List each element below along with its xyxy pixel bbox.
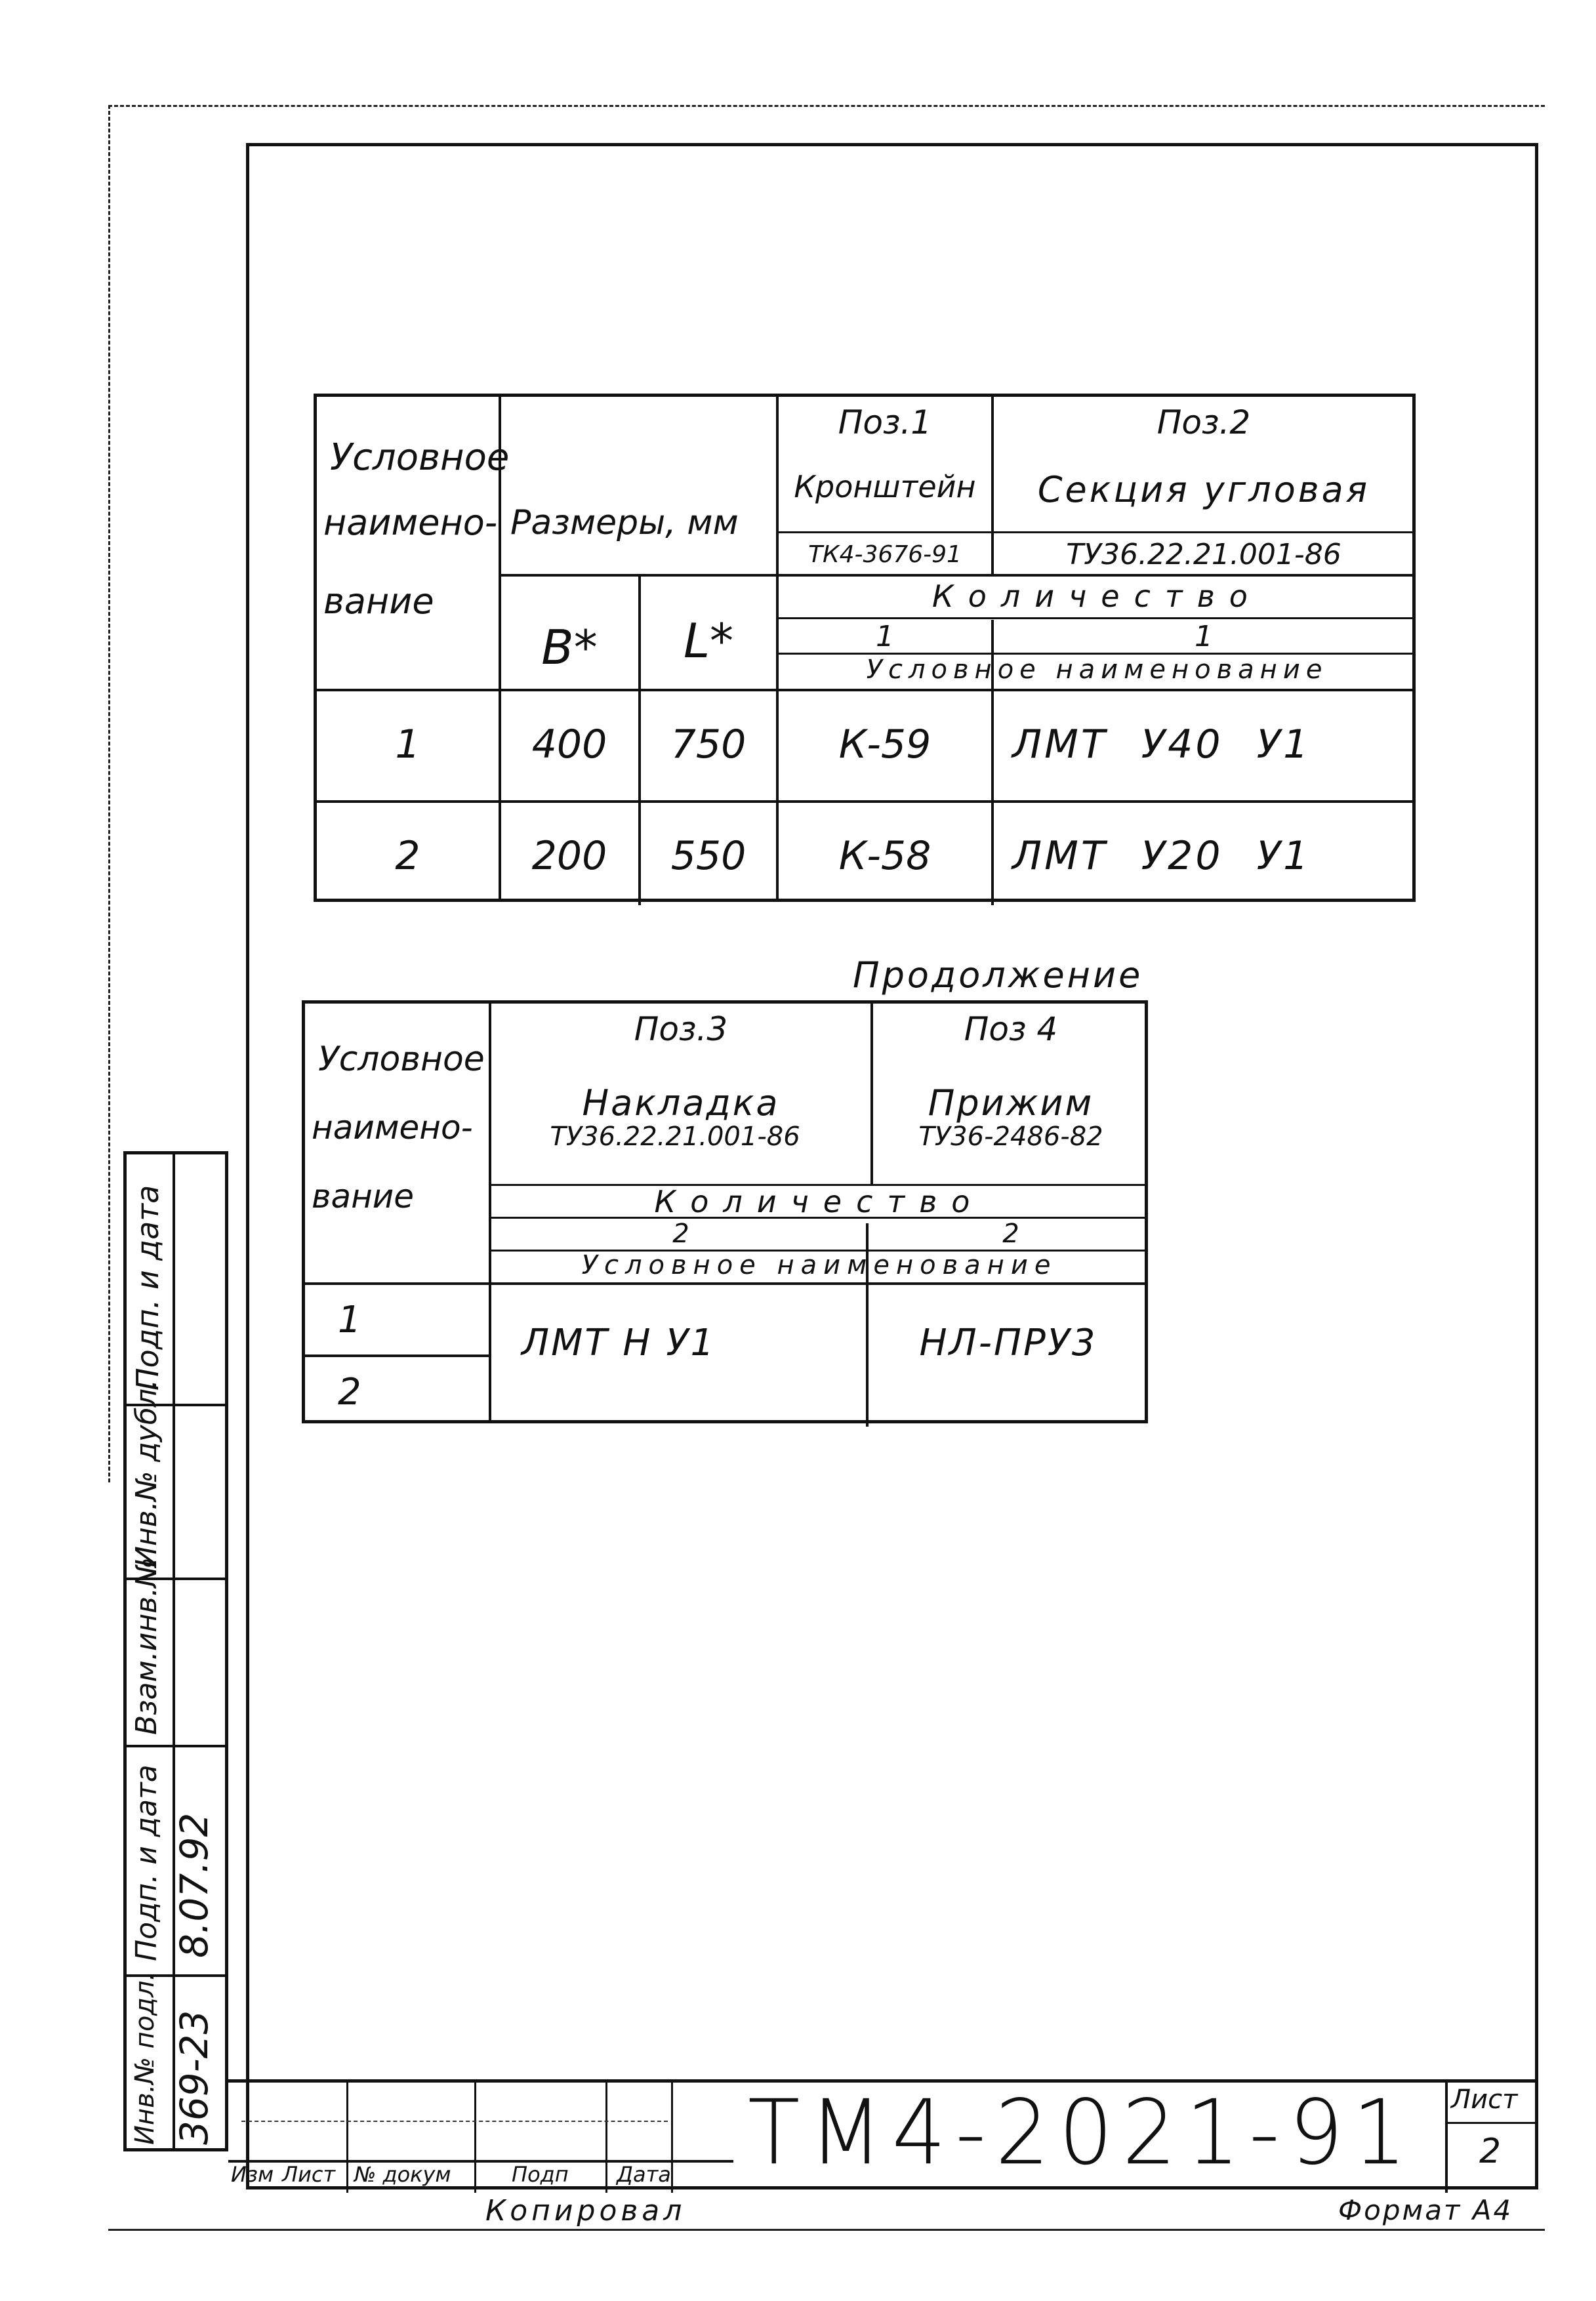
stamp-sign-date-2: Подп. и дата bbox=[130, 1764, 163, 1961]
t1-row2-b: 200 bbox=[531, 833, 607, 879]
tb-doc-code: ТМ4-2021-91 bbox=[748, 2080, 1416, 2185]
t1-header-name-1: Условное bbox=[330, 436, 510, 479]
t2-pos4-name: Прижим bbox=[928, 1082, 1094, 1124]
t1-qty-1: 1 bbox=[876, 620, 894, 653]
bottom-dash-edge bbox=[108, 2229, 1545, 2231]
footer-format: Формат А4 bbox=[1338, 2194, 1513, 2226]
t1-qty-2: 1 bbox=[1195, 620, 1213, 653]
t1-pos1-doc: ТК4-3676-91 bbox=[808, 541, 962, 568]
t1-cond-name: Условное наименование bbox=[866, 655, 1328, 685]
t1-pos1-name: Кронштейн bbox=[794, 469, 976, 504]
table-1 bbox=[314, 394, 1416, 902]
tb-podp: Подп bbox=[512, 2162, 569, 2187]
continuation-label: Продолжение bbox=[853, 954, 1143, 996]
t2-pos3-label: Поз.3 bbox=[634, 1010, 728, 1048]
tb-izm: Изм bbox=[231, 2162, 274, 2187]
stamp-inv-orig: Инв.№ подл. bbox=[130, 1972, 160, 2145]
t1-row1-p2: ЛМТ У40 У1 bbox=[1012, 722, 1311, 767]
t1-row2-p1: К-58 bbox=[838, 833, 931, 879]
t2-row2-n: 2 bbox=[338, 1371, 361, 1414]
t1-header-name-3: вание bbox=[323, 580, 434, 622]
stamp-date-value: 8.07.92 bbox=[172, 1812, 216, 1958]
t2-qty-4: 2 bbox=[1002, 1219, 1019, 1249]
stamp-inv-dup: Инв.№ дубл. bbox=[130, 1379, 163, 1568]
t1-header-l: L* bbox=[683, 613, 734, 668]
t1-pos2-doc: ТУ36.22.21.001-86 bbox=[1066, 538, 1341, 571]
t1-row1-n: 1 bbox=[395, 722, 420, 767]
t1-row1-b: 400 bbox=[531, 722, 607, 767]
t1-row1-p1: К-59 bbox=[838, 722, 931, 767]
t2-pos3-name: Накладка bbox=[582, 1082, 780, 1124]
t1-row2-l: 550 bbox=[670, 833, 747, 879]
tb-sheet-label: Лист bbox=[1451, 2085, 1518, 2115]
t2-header-name-3: вание bbox=[312, 1177, 415, 1215]
stamp-inv-value: 369-23 bbox=[172, 2010, 216, 2145]
t1-header-sizes: Размеры, мм bbox=[510, 503, 739, 542]
tb-sheet-no: 2 bbox=[1479, 2132, 1502, 2171]
stamp-vzam-inv: Взам.инв.№ bbox=[130, 1557, 163, 1735]
t1-header-name-2: наимено- bbox=[323, 502, 498, 543]
t1-pos2-label: Поз.2 bbox=[1156, 403, 1251, 441]
t1-header-b: B* bbox=[541, 620, 598, 675]
t2-p3: ЛМТ Н У1 bbox=[522, 1322, 716, 1364]
t2-pos4-label: Поз 4 bbox=[964, 1010, 1058, 1048]
tb-data: Дата bbox=[617, 2162, 671, 2187]
top-dash-edge bbox=[108, 105, 1545, 107]
t1-row2-p2: ЛМТ У20 У1 bbox=[1012, 833, 1311, 879]
t2-pos3-doc: ТУ36.22.21.001-86 bbox=[550, 1122, 800, 1152]
left-dash-edge bbox=[108, 105, 110, 1482]
t1-pos1-label: Поз.1 bbox=[838, 403, 932, 441]
t1-row1-l: 750 bbox=[670, 722, 747, 767]
stamp-sign-date: Подп. и дата bbox=[130, 1185, 165, 1391]
t2-qty-label: Количество bbox=[654, 1184, 985, 1219]
tb-ndok: № докум bbox=[354, 2162, 451, 2187]
t1-row2-n: 2 bbox=[395, 833, 420, 879]
t2-row1-n: 1 bbox=[338, 1299, 361, 1341]
tb-list: Лист bbox=[282, 2162, 336, 2187]
t2-pos4-doc: ТУ36-2486-82 bbox=[918, 1122, 1103, 1152]
t2-header-name-1: Условное bbox=[318, 1040, 485, 1079]
t2-cond-name: Условное наименование bbox=[581, 1250, 1057, 1280]
t2-header-name-2: наимено- bbox=[312, 1109, 473, 1147]
footer-copied: Копировал bbox=[485, 2194, 686, 2228]
t1-pos2-name: Секция угловая bbox=[1037, 469, 1370, 510]
t2-p4: НЛ-ПРУ3 bbox=[919, 1322, 1097, 1364]
table-2 bbox=[302, 1000, 1148, 1423]
t1-qty-label: Количество bbox=[932, 579, 1262, 614]
t2-qty-3: 2 bbox=[672, 1219, 689, 1249]
